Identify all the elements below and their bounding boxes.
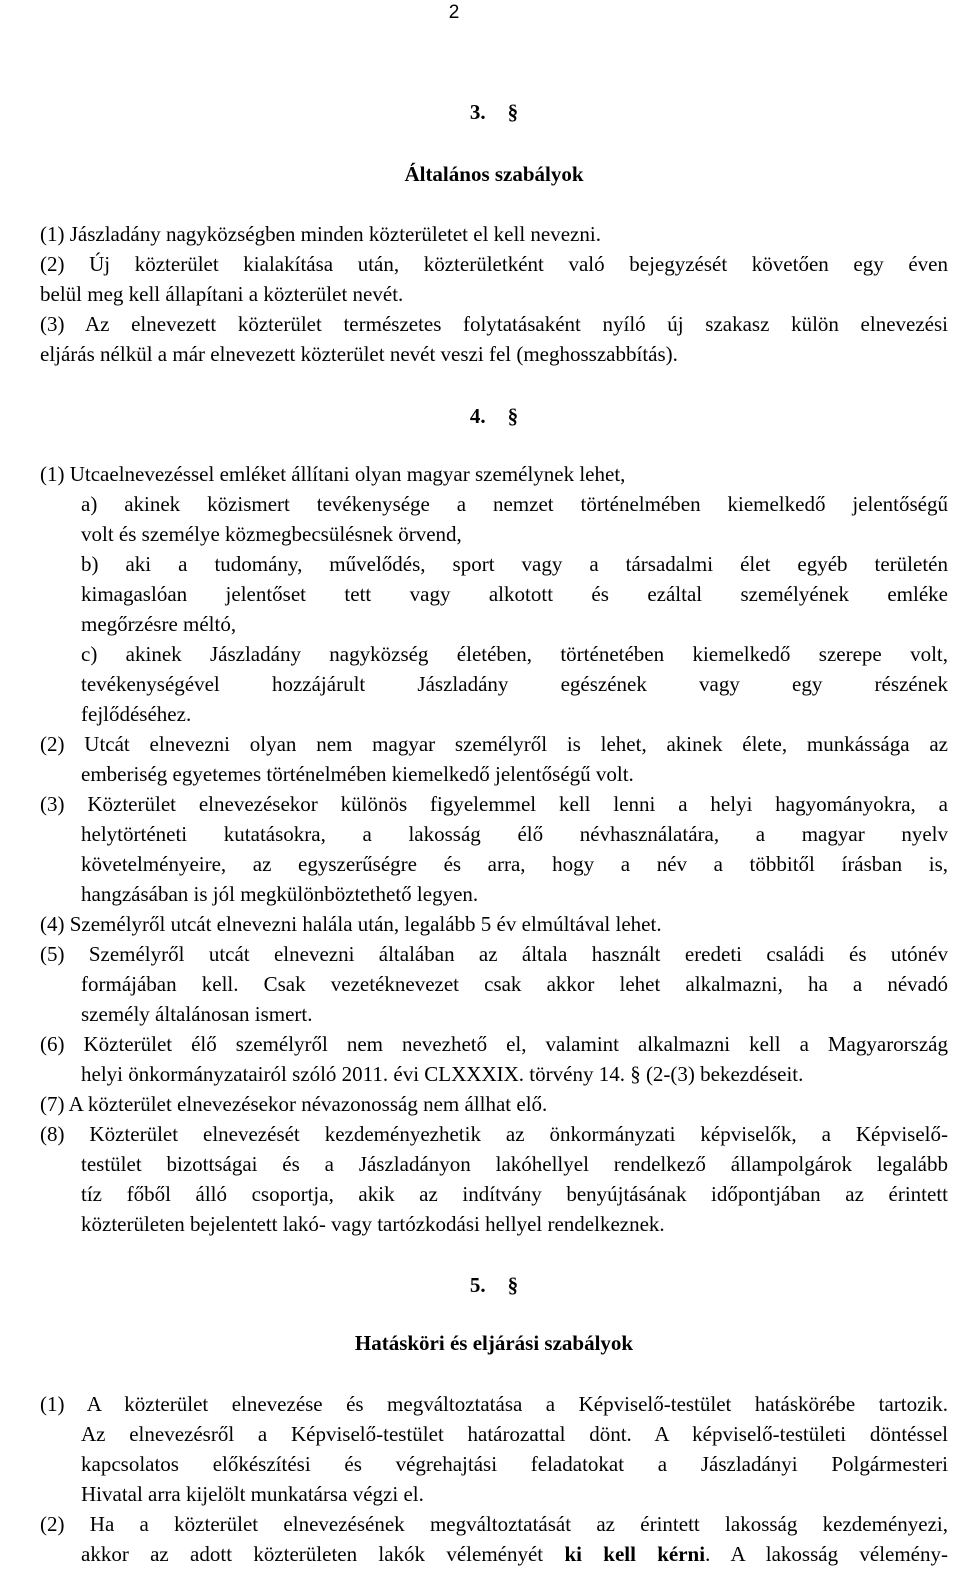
s4-p3-line1: (3) Közterület elnevezésekor különös figyelemmel kell lenni a helyi hagyományokra, a <box>40 792 948 816</box>
s3-p1: (1) Jászladány nagyközségben minden közterületet el kell nevezni. <box>40 222 601 246</box>
s4-c-line2: tevékenységével hozzájárult Jászladány egészének vagy egy részének <box>81 672 948 696</box>
s4-p7: (7) A közterület elnevezésekor névazonosság nem állhat elő. <box>40 1092 548 1116</box>
s4-p8-line2: testület bizottságai és a Jászladányon lakóhellyel rendelkező állampolgárok legalább <box>81 1152 948 1176</box>
s4-p3-line3: követelményeire, az egyszerűségre és arra, hogy a név a többitől írásban is, <box>81 852 948 876</box>
s4-p3-line4: hangzásában is jól megkülönböztethető legyen. <box>81 882 479 906</box>
s4-a-line1: a) akinek közismert tevékenysége a nemzet történelmében kiemelkedő jelentőségű <box>81 492 948 516</box>
section-4-heading <box>40 404 948 429</box>
s4-p2-line1: (2) Utcát elnevezni olyan nem magyar személyről is lehet, akinek élete, munkássága az <box>40 732 948 756</box>
s5-p1-line2: Az elnevezésről a Képviselő-testület határozattal dönt. A képviselő-testületi döntéssel <box>81 1422 948 1446</box>
section-number: 3. <box>469 100 486 124</box>
s5-p2-text-bold: ki kell kérni <box>564 1542 706 1566</box>
s4-p5-line3: személy általánosan ismert. <box>81 1002 313 1026</box>
page-number: 2 <box>448 2 460 23</box>
section-3-title: Általános szabályok <box>404 162 584 186</box>
s5-p2-text-pre: akkor az adott közterületen lakók véleményét <box>81 1542 544 1566</box>
section-5-paragraphs <box>40 1389 948 1569</box>
section-3-heading <box>40 100 948 125</box>
s4-c-line1: c) akinek Jászladány nagyközség életében, történetében kiemelkedő szerepe volt, <box>81 642 948 666</box>
paragraph-sign: § <box>507 404 519 428</box>
s4-p6-line2: helyi önkormányzatairól szóló 2011. évi CLXXXIX. törvény 14. § (2-(3) bekezdéseit. <box>81 1062 804 1086</box>
s3-p2-line2: belül meg kell állapítani a közterület nevét. <box>40 282 404 306</box>
s5-p2-line1: (2) Ha a közterület elnevezésének megváltoztatását az érintett lakosság kezdeményezi, <box>40 1512 948 1536</box>
section-number: 4. <box>469 404 486 428</box>
s5-p1-line1: (1) A közterület elnevezése és megváltoztatása a Képviselő-testület hatáskörébe tartozik. <box>40 1392 948 1416</box>
s4-p8-line1: (8) Közterület elnevezését kezdeményezhetik az önkormányzati képviselők, a Képviselő- <box>40 1122 948 1146</box>
s5-p2-line2 <box>40 1539 948 1569</box>
s5-p1-line3: kapcsolatos előkészítési és végrehajtási feladatokat a Jászladányi Polgármesteri <box>81 1452 948 1476</box>
s4-p6-line1: (6) Közterület élő személyről nem nevezhető el, valamint alkalmazni kell a Magyarország <box>40 1032 948 1056</box>
s4-b-line2: kimagaslóan jelentőset tett vagy alkotott és ezáltal személyének emléke <box>81 582 948 606</box>
s4-p3-line2: helytörténeti kutatásokra, a lakosság élő névhasználatára, a magyar nyelv <box>81 822 948 846</box>
s4-p2-line2: emberiség egyetemes történelmében kiemelkedő jelentőségű volt. <box>81 762 634 786</box>
s5-p1-line4: Hivatal arra kijelölt munkatársa végzi el. <box>81 1482 424 1506</box>
s4-c-line3: fejlődéséhez. <box>81 702 192 726</box>
s3-p2-line1: (2) Új közterület kialakítása után, közterületként való bejegyzését követően egy éven <box>40 252 948 276</box>
section-4-paragraphs <box>40 459 948 1239</box>
section-5-title: Hatásköri és eljárási szabályok <box>354 1331 634 1355</box>
s4-p8-line4: közterületen bejelentett lakó- vagy tartózkodási hellyel rendelkeznek. <box>81 1212 665 1236</box>
s4-a-line2: volt és személye közmegbecsülésnek örvend, <box>81 522 462 546</box>
s4-p8-line3: tíz főből álló csoportja, akik az indítvány benyújtásának időpontjában az érintett <box>81 1182 948 1206</box>
paragraph-sign: § <box>507 100 519 124</box>
s4-p4: (4) Személyről utcát elnevezni halála után, legalább 5 év elmúltával lehet. <box>40 912 662 936</box>
section-5-heading <box>40 1273 948 1298</box>
s4-p5-line2: formájában kell. Csak vezetéknevezet csak akkor lehet alkalmazni, ha a névadó <box>81 972 948 996</box>
s3-p3-line1: (3) Az elnevezett közterület természetes folytatásaként nyíló új szakasz külön elnevezési <box>40 312 948 336</box>
s4-p5-line1: (5) Személyről utcát elnevezni általában az általa használt eredeti családi és utónév <box>40 942 948 966</box>
s3-p3-line2: eljárás nélkül a már elnevezett közterület nevét veszi fel (meghosszabbítás). <box>40 342 678 366</box>
s4-b-line1: b) aki a tudomány, művelődés, sport vagy a társadalmi élet egyéb területén <box>81 552 948 576</box>
paragraph-sign: § <box>507 1273 519 1297</box>
s4-b-line3: megőrzésre méltó, <box>81 612 237 636</box>
s5-p2-text-post: . A lakosság vélemény- <box>705 1542 948 1566</box>
section-3-paragraphs <box>40 219 948 369</box>
s4-p1: (1) Utcaelnevezéssel emléket állítani olyan magyar személynek lehet, <box>40 462 626 486</box>
section-number: 5. <box>469 1273 486 1297</box>
